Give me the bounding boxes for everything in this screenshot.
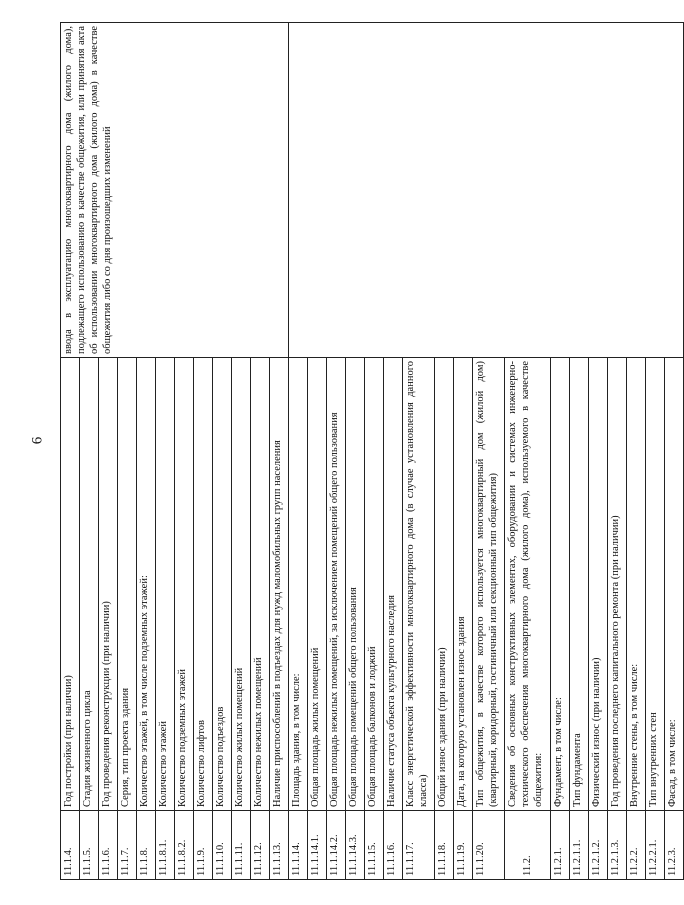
row-text: Количество нежилых помещений (251, 358, 270, 811)
row-text: Общая площадь жилых помещений (308, 358, 327, 811)
row-text: Количество этажей, в том числе подземных этажей: (137, 358, 156, 811)
row-text: Стадия жизненного цикла (80, 358, 99, 811)
row-number: 11.1.9. (194, 811, 213, 880)
row-text: Дата, на которую установлен износ здания (454, 358, 473, 811)
row-number: 11.1.14.1. (308, 811, 327, 880)
row-text: Общая площадь помещений общего пользования (346, 358, 365, 811)
row-text: Внутренние стены, в том числе: (627, 358, 646, 811)
row-number: 11.1.18. (435, 811, 454, 880)
row-note: ввода в эксплуатацию многоквартирного дома (жилого дома), подлежащего использованию в качестве общежития, или принятия акта об использовании многоквартирного дома (жилого дома) в качестве общежития либо со дня произошедших изменений (61, 23, 289, 358)
row-text: Количество подземных этажей (175, 358, 194, 811)
table-row (61, 23, 80, 880)
row-number: 11.1.16. (384, 811, 403, 880)
row-number: 11.1.12. (251, 811, 270, 880)
row-number: 11.1.14.2. (327, 811, 346, 880)
row-number: 11.1.13. (270, 811, 289, 880)
row-text: Наличие статуса объекта культурного наследия (384, 358, 403, 811)
row-number: 11.1.15. (365, 811, 384, 880)
row-text: Площадь здания, в том числе: (289, 358, 308, 811)
row-number: 11.1.7. (118, 811, 137, 880)
row-number: 11.1.8.1. (156, 811, 175, 880)
row-number: 11.1.8. (137, 811, 156, 880)
row-text: Количество жилых помещений (232, 358, 251, 811)
row-text: Количество лифтов (194, 358, 213, 811)
table-row (289, 23, 308, 880)
row-text: Тип общежития, в качестве которого используется многоквартирный дом (жилой дом) (квартирный, коридорный, гостиничный или секционный тип общежития) (473, 358, 505, 811)
row-number: 11.1.6. (99, 811, 118, 880)
row-number: 11.2.1.1. (570, 811, 589, 880)
row-text: Наличие приспособлений в подъездах для нужд маломобильных групп населения (270, 358, 289, 811)
row-text: Тип внутренних стен (646, 358, 665, 811)
row-text: Количество этажей (156, 358, 175, 811)
row-number: 11.1.19. (454, 811, 473, 880)
row-number: 11.2.2. (627, 811, 646, 880)
row-text: Класс энергетической эффективности многоквартирного дома (в случае установления данного класса) (403, 358, 435, 811)
row-text: Сведения об основных конструктивных элементах, оборудовании и системах инженерно-технического обеспечения многоквартирного дома (жилого дома), используемого в качестве общежития: (505, 358, 551, 811)
row-number: 11.1.5. (80, 811, 99, 880)
form-table (60, 22, 684, 880)
row-text: Общая площадь нежилых помещений, за исключением помещений общего пользования (327, 358, 346, 811)
row-number: 11.1.8.2. (175, 811, 194, 880)
row-text: Фасад, в том числе: (665, 358, 684, 811)
row-number: 11.1.10. (213, 811, 232, 880)
row-text: Год проведения реконструкции (при наличии) (99, 358, 118, 811)
row-number: 11.2. (505, 811, 551, 880)
row-number: 11.1.14.3. (346, 811, 365, 880)
row-text: Общая площадь балконов и лоджий (365, 358, 384, 811)
empty-note-cell (289, 23, 684, 358)
row-text: Тип фундамента (570, 358, 589, 811)
row-text: Серия, тип проекта здания (118, 358, 137, 811)
row-number: 11.2.1.3. (608, 811, 627, 880)
row-text: Количество подъездов (213, 358, 232, 811)
row-text: Год проведения последнего капитального ремонта (при наличии) (608, 358, 627, 811)
row-number: 11.1.11. (232, 811, 251, 880)
row-number: 11.2.1. (551, 811, 570, 880)
row-text: Фундамент, в том числе: (551, 358, 570, 811)
row-number: 11.1.17. (403, 811, 435, 880)
row-number: 11.1.14. (289, 811, 308, 880)
rotated-page (60, 26, 678, 880)
row-number: 11.1.4. (61, 811, 80, 880)
row-number: 11.2.1.2. (589, 811, 608, 880)
page-number: 6 (29, 436, 46, 445)
row-number: 11.2.3. (665, 811, 684, 880)
row-number: 11.2.2.1. (646, 811, 665, 880)
row-text: Физический износ (при наличии) (589, 358, 608, 811)
row-number: 11.1.20. (473, 811, 505, 880)
row-text: Год постройки (при наличии) (61, 358, 80, 811)
row-text: Общий износ здания (при наличии) (435, 358, 454, 811)
